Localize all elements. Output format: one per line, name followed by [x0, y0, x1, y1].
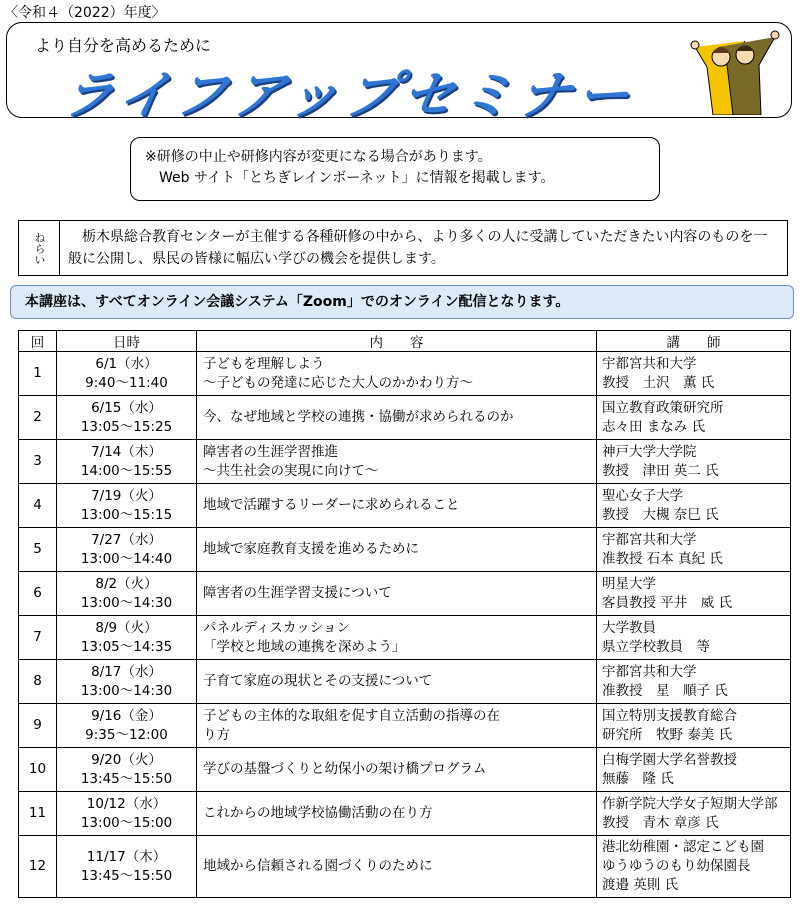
table-row — [19, 396, 791, 440]
row-content-line: 子育て家庭の現状とその支援について — [203, 673, 433, 689]
row-number-text: 1 — [33, 365, 42, 381]
row-content-line: り方 — [203, 726, 230, 743]
row-content — [197, 396, 597, 440]
row-lecturer-line: 国立特別支援教育総合 — [602, 707, 737, 724]
row-lecturer — [597, 704, 791, 748]
row-number — [19, 352, 57, 396]
row-date: 8/2（火） — [95, 575, 158, 592]
row-number-text: 4 — [33, 497, 42, 513]
row-time: 13:05～14:35 — [80, 638, 173, 655]
row-time: 13:45～15:50 — [80, 867, 173, 884]
row-date: 10/12（水） — [86, 795, 167, 812]
row-lecturer-line: 聖心女子大学 — [602, 487, 683, 504]
header-datetime: 日時 — [57, 331, 197, 352]
row-time: 13:05～15:25 — [80, 418, 173, 435]
row-lecturer-line: 神戸大学大学院 — [602, 443, 697, 460]
table-row — [19, 836, 791, 898]
row-lecturer — [597, 396, 791, 440]
table-row — [19, 748, 791, 792]
cheering-people-illustration — [675, 27, 785, 115]
row-lecturer-line: 県立学校教員 等 — [602, 638, 710, 655]
row-lecturer-line: 教授 土沢 薫 氏 — [602, 374, 715, 391]
row-content-line: 子どもを理解しよう — [203, 355, 325, 372]
row-time: 13:45～15:50 — [80, 770, 173, 787]
row-content — [197, 748, 597, 792]
online-delivery-note: 本講座は、すべてオンライン会議システム「Zoom」でのオンライン配信となります。 — [10, 285, 794, 319]
row-lecturer-line: 白梅学園大学名誉教授 — [602, 751, 737, 768]
row-number-text: 12 — [28, 858, 47, 874]
row-datetime — [57, 660, 197, 704]
row-number — [19, 616, 57, 660]
row-date: 7/14（木） — [91, 443, 162, 460]
row-date: 9/16（金） — [91, 707, 162, 724]
row-datetime — [57, 748, 197, 792]
row-content-line: これからの地域学校協働活動の在り方 — [203, 805, 433, 821]
row-content — [197, 616, 597, 660]
row-datetime — [57, 352, 197, 396]
row-content-line: パネルディスカッション — [203, 619, 351, 636]
row-lecturer-line: 無藤 隆 氏 — [602, 770, 674, 787]
row-content-line: 地域で活躍するリーダーに求められること — [203, 497, 460, 513]
row-lecturer-line: 宇都宮共和大学 — [602, 355, 697, 372]
banner-title: ライフアップセミナー — [56, 66, 641, 126]
row-number — [19, 396, 57, 440]
table-row — [19, 440, 791, 484]
row-content-line: 「学校と地域の連携を深めよう」 — [203, 638, 406, 655]
row-lecturer-line: ゆうゆうのもり幼保園長 — [602, 858, 751, 874]
row-number — [19, 440, 57, 484]
row-time: 13:00～15:00 — [80, 814, 173, 831]
row-date: 8/9（火） — [95, 619, 158, 636]
header-content: 内 容 — [197, 331, 597, 352]
row-content-line: 障害者の生涯学習推進 — [203, 443, 338, 460]
row-date: 6/15（水） — [91, 399, 162, 416]
row-lecturer-line: 宇都宮共和大学 — [602, 663, 697, 680]
row-time: 13:00～14:30 — [80, 594, 173, 611]
row-lecturer-line: 客員教授 平井 威 氏 — [602, 594, 733, 611]
row-lecturer-line: 港北幼稚園・認定こども園 — [602, 839, 764, 855]
row-number-text: 3 — [33, 453, 42, 469]
row-number-text: 7 — [33, 629, 42, 645]
row-time: 14:00～15:55 — [80, 462, 173, 479]
row-datetime — [57, 396, 197, 440]
row-date: 6/1（水） — [95, 355, 158, 372]
banner-subtitle: より自分を高めるために — [35, 36, 212, 55]
row-lecturer — [597, 484, 791, 528]
row-lecturer-line: 研究所 牧野 泰美 氏 — [602, 726, 733, 743]
row-date: 7/19（火） — [91, 487, 162, 504]
row-lecturer-line: 志々田 まなみ 氏 — [602, 418, 706, 435]
row-datetime — [57, 616, 197, 660]
table-row — [19, 572, 791, 616]
notice-line-1: ※研修の中止や研修内容が変更になる場合があります。 — [145, 149, 492, 165]
row-number — [19, 704, 57, 748]
row-lecturer-line: 大学教員 — [602, 619, 656, 636]
row-number-text: 6 — [33, 585, 42, 601]
row-lecturer-line: 教授 津田 英二 氏 — [602, 462, 719, 479]
table-row — [19, 616, 791, 660]
change-notice-box — [130, 137, 660, 201]
row-content-line: 今、なぜ地域と学校の連携・協働が求められるのか — [203, 409, 514, 425]
row-lecturer — [597, 836, 791, 898]
row-number-text: 11 — [28, 805, 47, 821]
row-lecturer — [597, 352, 791, 396]
row-number — [19, 528, 57, 572]
row-datetime — [57, 484, 197, 528]
row-lecturer-line: 准教授 石本 真紀 氏 — [602, 550, 723, 567]
row-lecturer — [597, 528, 791, 572]
title-banner — [6, 22, 792, 126]
row-number — [19, 572, 57, 616]
table-row — [19, 792, 791, 836]
row-lecturer — [597, 748, 791, 792]
row-number-text: 5 — [33, 541, 42, 557]
row-number — [19, 484, 57, 528]
row-date: 8/17（水） — [91, 663, 162, 680]
seminar-schedule-table — [18, 330, 791, 898]
row-datetime — [57, 528, 197, 572]
row-lecturer-line: 准教授 星 順子 氏 — [602, 682, 728, 699]
row-lecturer-line: 作新学院大学女子短期大学部 — [602, 795, 778, 812]
row-content-line: 地域から信頼される園づくりのために — [203, 858, 433, 874]
table-row — [19, 528, 791, 572]
row-content-line: 障害者の生涯学習支援について — [203, 585, 392, 601]
row-number-text: 2 — [33, 409, 42, 425]
aim-box — [18, 220, 788, 276]
row-datetime — [57, 704, 197, 748]
row-lecturer — [597, 572, 791, 616]
row-lecturer-line: 宇都宮共和大学 — [602, 531, 697, 548]
row-lecturer-line: 国立教育政策研究所 — [602, 399, 724, 416]
aim-label: ねらい — [19, 221, 60, 275]
row-time: 9:35～12:00 — [85, 726, 168, 743]
table-row — [19, 660, 791, 704]
header-number: 回 — [19, 331, 57, 352]
row-time: 13:00～15:15 — [80, 506, 173, 523]
row-time: 9:40～11:40 — [85, 374, 168, 391]
row-lecturer-line: 明星大学 — [602, 575, 656, 592]
row-content — [197, 660, 597, 704]
header-lecturer: 講 師 — [597, 331, 791, 352]
row-content-line: ～共生社会の実現に向けて～ — [203, 462, 379, 479]
row-content — [197, 352, 597, 396]
row-datetime — [57, 836, 197, 898]
row-content-line: ～子どもの発達に応じた大人のかかわり方～ — [203, 374, 473, 391]
table-row — [19, 352, 791, 396]
row-number — [19, 792, 57, 836]
table-row — [19, 704, 791, 748]
row-number — [19, 748, 57, 792]
row-lecturer-line: 教授 大槻 奈巳 氏 — [602, 506, 719, 523]
row-content — [197, 792, 597, 836]
row-lecturer — [597, 440, 791, 484]
row-number — [19, 660, 57, 704]
table-row — [19, 484, 791, 528]
row-content-line: 学びの基盤づくりと幼保小の架け橋プログラム — [203, 761, 487, 777]
table-header-row — [19, 331, 791, 352]
row-lecturer — [597, 792, 791, 836]
row-number-text: 8 — [33, 673, 42, 689]
row-lecturer — [597, 616, 791, 660]
row-content — [197, 484, 597, 528]
notice-line-2: Web サイト「とちぎレインボーネット」に情報を掲載します。 — [159, 170, 555, 186]
row-content — [197, 572, 597, 616]
row-number-text: 10 — [28, 761, 47, 777]
row-datetime — [57, 440, 197, 484]
row-lecturer-line: 教授 青木 章彦 氏 — [602, 814, 719, 831]
row-number-text: 9 — [33, 717, 42, 733]
row-date: 11/17（木） — [86, 848, 167, 865]
row-datetime — [57, 792, 197, 836]
row-number — [19, 836, 57, 898]
row-time: 13:00～14:40 — [80, 550, 173, 567]
row-lecturer-line: 渡邉 英則 氏 — [602, 877, 679, 893]
row-content — [197, 836, 597, 898]
row-time: 13:00～14:30 — [80, 682, 173, 699]
row-date: 9/20（火） — [91, 751, 162, 768]
row-content — [197, 528, 597, 572]
row-datetime — [57, 572, 197, 616]
aim-text: 栃木県総合教育センターが主催する各種研修の中から、より多くの人に受講していただきたい内容のものを一般に公開し、県民の皆様に幅広い学びの機会を提供します。 — [68, 229, 768, 267]
row-date: 7/27（水） — [91, 531, 162, 548]
row-content — [197, 440, 597, 484]
row-content — [197, 704, 597, 748]
row-content-line: 子どもの主体的な取組を促す自立活動の指導の在 — [203, 707, 500, 724]
row-content-line: 地域で家庭教育支援を進めるために — [203, 541, 419, 557]
fiscal-year-label: 〈令和４（2022）年度〉 — [4, 5, 166, 21]
row-lecturer — [597, 660, 791, 704]
